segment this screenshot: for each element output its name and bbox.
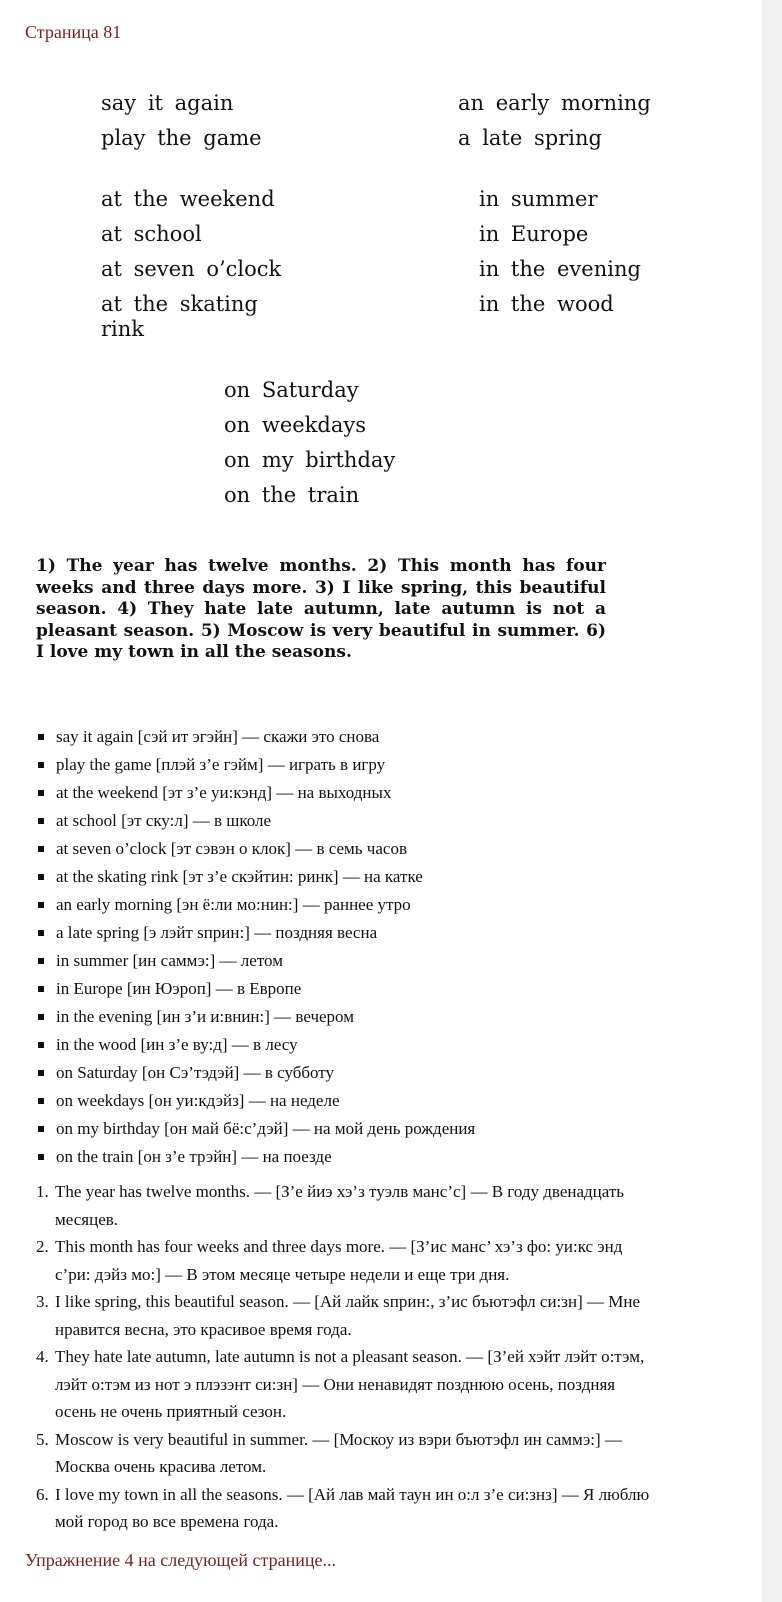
item-number: 5. — [36, 1429, 49, 1449]
list-item: at the weekend [эт з’е уи:кэнд] — на выходных — [36, 779, 736, 807]
bullet-icon — [38, 986, 44, 992]
phrase-adj-1: an early morning — [458, 91, 651, 115]
list-item: on the train [он з’е трэйн] — на поезде — [36, 1143, 736, 1171]
list-item: on Saturday [он Сэ’тэдэй] — в субботу — [36, 1059, 736, 1087]
bullet-icon — [38, 1154, 44, 1160]
list-item: at the skating rink [эт з’е скэйтин: ринк] — на катке — [36, 863, 736, 891]
phrase-adj-2: a late spring — [458, 126, 602, 150]
list-item: a late spring [э лэйт sприн:] — поздняя весна — [36, 919, 736, 947]
list-item: 2. This month has four weeks and three days more. — [З’ис манс’ хэ’з фо: уи:кс энд с’ри: дэйз мо:] — В этом месяце четыре недели и еще три дня. — [36, 1233, 736, 1288]
phrase-at-3: at seven o’clock — [101, 257, 282, 281]
bullet-icon — [38, 874, 44, 880]
phrase-in-2: in Europe — [479, 222, 589, 246]
list-item: 4. They hate late autumn, late autumn is not a pleasant season. — [З’ей хэйт лэйт о:тэм, лэйт о:тэм из нот э плэзэнт си:зн] — Они ненавидят позднюю осень, поздняя осень не очень приятный сезон. — [36, 1343, 736, 1426]
list-item: an early morning [эн ё:ли мо:нин:] — раннее утро — [36, 891, 736, 919]
bullet-icon — [38, 958, 44, 964]
bullet-icon — [38, 790, 44, 796]
list-item: say it again [сэй ит эгэйн] — скажи это снова — [36, 723, 736, 751]
bullet-icon — [38, 930, 44, 936]
item-number: 2. — [36, 1237, 49, 1256]
list-item: 1. The year has twelve months. — [З’е йиэ хэ’з туэлв манс’с] — В году двенадцать месяцев. — [36, 1178, 736, 1233]
item-number: 3. — [36, 1292, 49, 1311]
phrase-on-2: on weekdays — [224, 413, 367, 437]
bullet-icon — [38, 818, 44, 824]
scrollbar-track[interactable] — [762, 0, 782, 1602]
phrase-in-1: in summer — [479, 187, 598, 211]
phrase-in-3: in the evening — [479, 257, 641, 281]
list-item: 5. Moscow is very beautiful in summer. — [Москоу из вэри бъютэфл ин саммэ:] — Москва очень красива летом. — [36, 1426, 736, 1481]
bullet-icon — [38, 902, 44, 908]
bullet-icon — [38, 1042, 44, 1048]
textbook-scan — [0, 0, 762, 540]
list-item: in the wood [ин з’е ву:д] — в лесу — [36, 1031, 736, 1059]
list-item: 6. I love my town in all the seasons. — [Ай лав май таун ин о:л з’е си:знз] — Я люблю мой город во все времена года. — [36, 1481, 736, 1536]
bullet-icon — [38, 1098, 44, 1104]
bullet-icon — [38, 762, 44, 768]
list-item: at school [эт ску:л] — в школе — [36, 807, 736, 835]
phrase-on-1: on Saturday — [224, 378, 359, 402]
phrase-on-4: on the train — [224, 483, 360, 507]
list-item: in the evening [ин з’и и:внин:] — вечером — [36, 1003, 736, 1031]
vocabulary-list — [36, 723, 736, 1171]
phrase-verb-1: say it again — [101, 91, 234, 115]
list-item: on my birthday [он май бё:с’дэй] — на мой день рождения — [36, 1115, 736, 1143]
bullet-icon — [38, 1014, 44, 1020]
item-number: 4. — [36, 1347, 49, 1366]
phrase-verb-2: play the game — [101, 126, 262, 150]
list-item: play the game [плэй з’е гэйм] — играть в игру — [36, 751, 736, 779]
exercise-paragraph: 1) The year has twelve months. 2) This month has four weeks and three days more. 3) I like spring, this beautiful season. 4) They hate late autumn, late autumn is not a pleasant season. 5) Moscow is very beautiful in summer. 6) I love my town in all the seasons. — [36, 556, 606, 663]
list-item: at seven o’clock [эт сэвэн о клок] — в семь часов — [36, 835, 736, 863]
bullet-icon — [38, 846, 44, 852]
translation-list — [36, 1178, 736, 1536]
next-page-link[interactable]: Упражнение 4 на следующей странице... — [25, 1550, 336, 1570]
list-item: on weekdays [он уи:кдэйз] — на неделе — [36, 1087, 736, 1115]
bullet-icon — [38, 1070, 44, 1076]
item-number: 1. — [36, 1182, 49, 1201]
page-title: Страница 81 — [25, 22, 122, 42]
phrase-at-2: at school — [101, 222, 202, 246]
list-item: in summer [ин саммэ:] — летом — [36, 947, 736, 975]
phrase-at-4: at the skating — [101, 292, 258, 316]
phrase-in-4: in the wood — [479, 292, 614, 316]
phrase-on-3: on my birthday — [224, 448, 396, 472]
phrase-at-1: at the weekend — [101, 187, 275, 211]
bullet-icon — [38, 1126, 44, 1132]
bullet-icon — [38, 734, 44, 740]
list-item: in Europe [ин Юэроп] — в Европе — [36, 975, 736, 1003]
phrase-at-4b: rink — [101, 317, 145, 341]
list-item: 3. I like spring, this beautiful season. — [Ай лайк sприн:, з’ис бъютэфл си:зн] — Мне нравится весна, это красивое время года. — [36, 1288, 736, 1343]
item-number: 6. — [36, 1484, 49, 1504]
